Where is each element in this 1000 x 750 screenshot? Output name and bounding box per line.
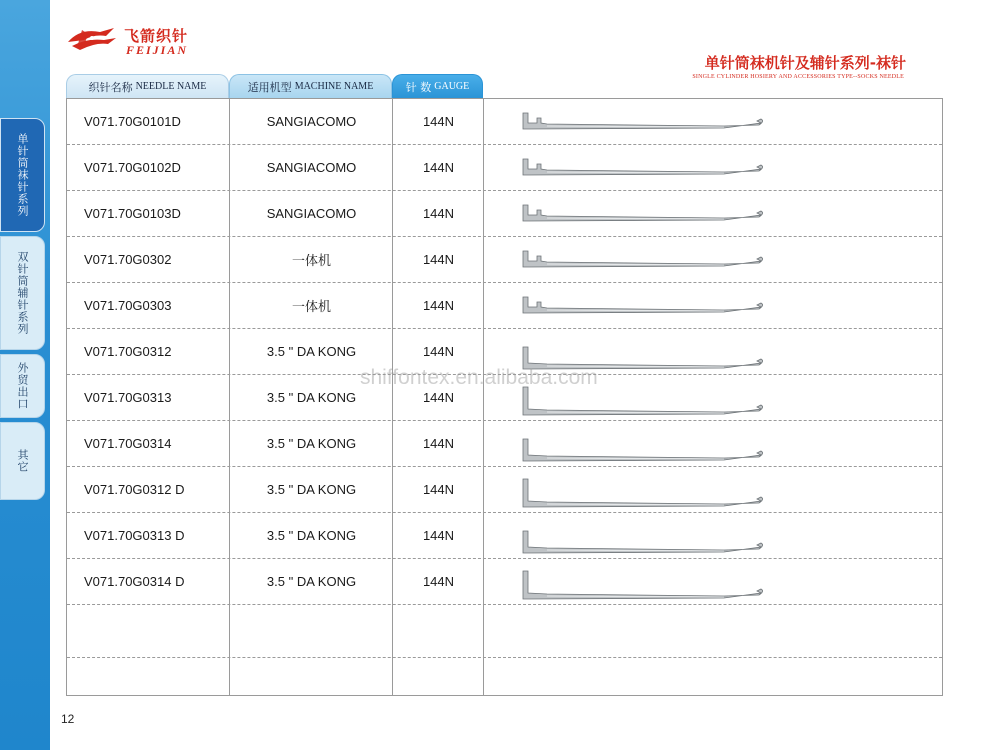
needle-name-cell: V071.70G0313 D (84, 528, 185, 543)
gauge-cell: 144N (422, 390, 455, 405)
brand-logo (66, 22, 206, 62)
needle-name-cell: V071.70G0314 (84, 436, 172, 451)
table-row (67, 145, 942, 191)
needle-image-icon (519, 241, 774, 281)
page-title: 单针筒袜机针及辅针系列-袜针 (704, 54, 906, 72)
table-row (67, 658, 942, 699)
needle-name-cell: V071.70G0101D (84, 114, 181, 129)
table-row (67, 513, 942, 559)
machine-name-cell: SANGIACOMO (266, 114, 357, 129)
header-needle-name (66, 74, 229, 98)
table-row (67, 99, 942, 145)
table-row (67, 467, 942, 513)
page-subtitle: SINGLE CYLINDER HOSIERY AND ACCESSORIES TYPE--SOCKS NEEDLE (692, 74, 904, 80)
needle-image-icon (519, 563, 774, 603)
machine-name-cell: 一体机 (291, 253, 331, 268)
watermark: shiffontex.en.alibaba.com (360, 366, 598, 389)
machine-name-cell: SANGIACOMO (266, 160, 357, 175)
logo-name-en: FEIJIAN (126, 43, 189, 57)
header-needle-name-cn: 织针名称 (88, 80, 133, 94)
gauge-cell: 144N (422, 160, 455, 175)
needle-name-cell: V071.70G0302 (84, 252, 172, 267)
gauge-cell: 144N (422, 344, 455, 359)
table-row (67, 283, 942, 329)
machine-name-cell: 3.5 " DA KONG (266, 528, 357, 543)
header-gauge (392, 74, 483, 98)
header-needle-name-en: NEEDLE NAME (135, 81, 207, 92)
gauge-cell: 144N (422, 298, 455, 313)
arrow-logo-icon (66, 24, 118, 58)
table-row (67, 191, 942, 237)
table-row (67, 421, 942, 467)
gauge-cell: 144N (422, 252, 455, 267)
side-tab-4[interactable]: 其它 (0, 422, 45, 500)
needle-image-icon (519, 425, 774, 465)
table-row (67, 237, 942, 283)
machine-name-cell: SANGIACOMO (266, 206, 357, 221)
needle-name-cell: V071.70G0103D (84, 206, 181, 221)
gauge-cell: 144N (422, 528, 455, 543)
gauge-cell: 144N (422, 574, 455, 589)
page-number: 12 (61, 712, 75, 726)
needle-image-icon (519, 471, 774, 511)
needle-name-cell: V071.70G0314 D (84, 574, 185, 589)
gauge-cell: 144N (422, 436, 455, 451)
gauge-cell: 144N (422, 114, 455, 129)
machine-name-cell: 3.5 " DA KONG (266, 390, 357, 405)
needle-image-icon (519, 103, 774, 143)
needle-image-icon (519, 149, 774, 189)
table-row (67, 605, 942, 658)
machine-name-cell: 3.5 " DA KONG (266, 482, 357, 497)
machine-name-cell: 3.5 " DA KONG (266, 436, 357, 451)
machine-name-cell: 3.5 " DA KONG (266, 574, 357, 589)
header-gauge-en: GAUGE (434, 81, 470, 92)
machine-name-cell: 3.5 " DA KONG (266, 344, 357, 359)
machine-name-cell: 一体机 (291, 299, 331, 314)
needle-image-icon (519, 517, 774, 557)
header-machine-name-en: MACHINE NAME (294, 81, 374, 92)
needle-image-icon (519, 195, 774, 235)
header-machine-name (229, 74, 392, 98)
needle-name-cell: V071.70G0312 D (84, 482, 185, 497)
table-row (67, 559, 942, 605)
gauge-cell: 144N (422, 482, 455, 497)
needle-name-cell: V071.70G0312 (84, 344, 172, 359)
needle-name-cell: V071.70G0313 (84, 390, 172, 405)
side-tab-3[interactable]: 外贸出口 (0, 354, 45, 418)
needle-table (66, 98, 943, 696)
side-tab-1[interactable]: 单针筒袜针系列 (0, 118, 45, 232)
logo-name-cn: 飞箭织针 (124, 27, 189, 45)
header-gauge-cn: 针 数 (405, 80, 432, 94)
side-tab-2[interactable]: 双针筒辅针系列 (0, 236, 45, 350)
needle-name-cell: V071.70G0102D (84, 160, 181, 175)
header-machine-name-cn: 适用机型 (247, 80, 292, 94)
needle-name-cell: V071.70G0303 (84, 298, 172, 313)
gauge-cell: 144N (422, 206, 455, 221)
needle-image-icon (519, 287, 774, 327)
